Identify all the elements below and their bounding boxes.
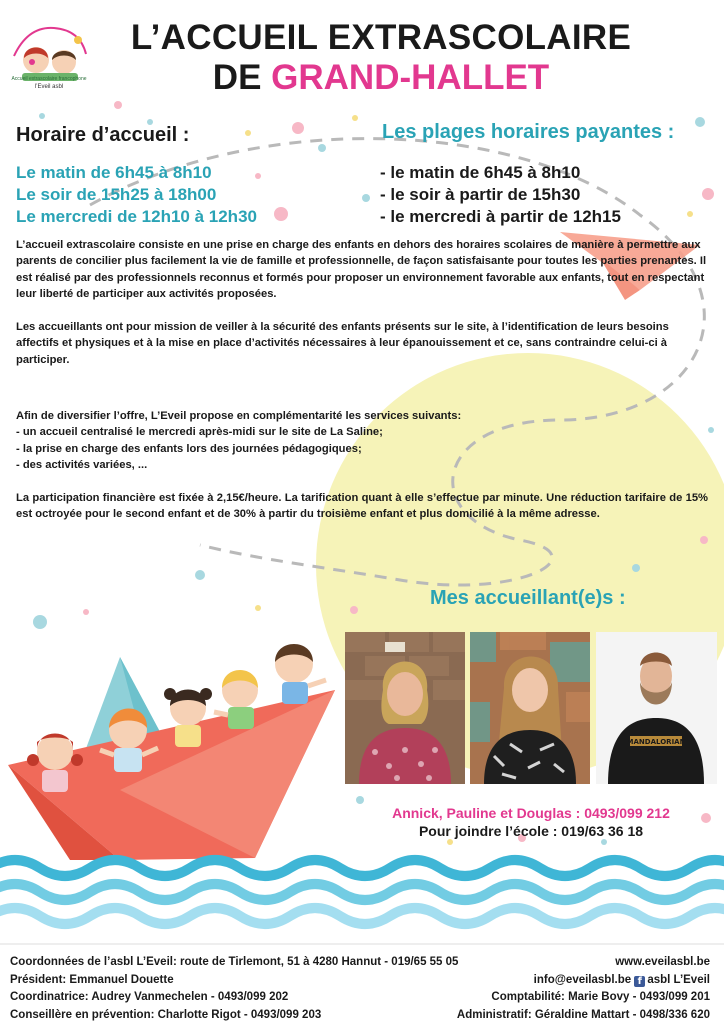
paid-slot-item: - le mercredi à partir de 12h15 bbox=[380, 207, 621, 226]
email-facebook-line bbox=[457, 972, 710, 990]
paid-slot-item: - le soir à partir de 15h30 bbox=[380, 185, 581, 204]
footer-contacts-left bbox=[10, 954, 458, 1024]
paragraph-services bbox=[16, 408, 708, 473]
services-item: - des activités variées, ... bbox=[16, 458, 148, 471]
hours-item: Le soir de 15h25 à 18h00 bbox=[16, 185, 217, 204]
page-title-line2 bbox=[96, 58, 666, 98]
email-link[interactable]: info@eveilasbl.be bbox=[533, 973, 632, 986]
staff-photo-annick bbox=[345, 632, 465, 784]
paid-slot-item: - le matin de 6h45 à 8h10 bbox=[380, 163, 581, 182]
facebook-link[interactable]: asbl L’Eveil bbox=[647, 973, 710, 986]
paragraph-pricing: La participation financière est fixée à 2,15€/heure. La tarification quant à elle s’effectue par minute. Une réduction tarifaire de 15% est octroyée pour le second enfant et de 30% à partir du troisième enfant et plus domicilié à la même adresse. bbox=[16, 492, 708, 521]
school-phone: Pour joindre l’école : 019/63 36 18 bbox=[418, 823, 644, 839]
title-de: DE bbox=[212, 58, 272, 97]
footer-contacts-right bbox=[457, 954, 710, 1024]
page-title-line1: L’ACCUEIL EXTRASCOLAIRE bbox=[130, 18, 632, 57]
paragraph-intro: L’accueil extrascolaire consiste en une prise en charge des enfants en dehors des horaires scolaires de manière à permettre aux parents de concilier plus facilement la vie de famille et professionnelle, de façon satisfaisante pour toutes les parties prenantes. Il est réalisé par des professionnels reconnus et formés pour proposer un environnement favorable aux enfants, tout en respectant leur liberté de participer aux activités proposées. bbox=[16, 239, 707, 300]
footer-coordinator: Coordinatrice: Audrey Vanmechelen - 0493/099 202 bbox=[10, 991, 289, 1003]
logo-tagline: Accueil extrascolaire francophone bbox=[11, 76, 87, 82]
services-intro: Afin de diversifier l’offre, L’Eveil propose en complémentarité les services suivants: bbox=[16, 410, 462, 422]
footer-address: Coordonnées de l’asbl L’Eveil: route de Tirlemont, 51 à 4280 Hannut - 019/65 55 05 bbox=[10, 956, 459, 968]
waves bbox=[0, 860, 724, 924]
paid-slots-list bbox=[380, 162, 621, 228]
hours-heading: Horaire d’accueil : bbox=[16, 124, 190, 146]
staff-names-phone: Annick, Pauline et Douglas : 0493/099 212 bbox=[392, 805, 670, 821]
footer-admin: Administratif: Géraldine Mattart - 0498/336 620 bbox=[456, 1008, 710, 1021]
logo-name: l’Eveil asbl bbox=[34, 84, 64, 90]
paragraph-mission: Les accueillants ont pour mission de veiller à la sécurité des enfants présents sur le site, à l’identification de leurs besoins affectifs et physiques et à la mise en place d’activités nécessaires à leur épanouissement et ce, sans contraindre celui-ci à participer. bbox=[16, 321, 669, 366]
footer-prevention: Conseillère en prévention: Charlotte Rigot - 0493/099 203 bbox=[10, 1008, 322, 1021]
facebook-icon[interactable]: f bbox=[634, 976, 645, 987]
hours-list bbox=[16, 162, 257, 228]
team-heading: Mes accueillant(e)s : bbox=[430, 587, 626, 609]
services-item: - un accueil centralisé le mercredi après-midi sur le site de La Saline; bbox=[16, 426, 383, 439]
staff-photo-douglas bbox=[596, 632, 717, 784]
hours-item: Le matin de 6h45 à 8h10 bbox=[16, 163, 212, 182]
title-place: GRAND-HALLET bbox=[271, 58, 550, 97]
staff-photo-pauline bbox=[470, 632, 590, 784]
website-link[interactable]: www.eveilasbl.be bbox=[615, 956, 710, 968]
paid-slots-heading: Les plages horaires payantes : bbox=[382, 121, 675, 143]
hours-item: Le mercredi de 12h10 à 12h30 bbox=[16, 207, 257, 226]
footer-accounting: Comptabilité: Marie Bovy - 0493/099 201 bbox=[491, 991, 710, 1003]
footer-president: Président: Emmanuel Douette bbox=[10, 973, 174, 986]
services-item: - la prise en charge des enfants lors des journées pédagogiques; bbox=[16, 442, 362, 455]
shirt-text: MANDALORIAN bbox=[626, 738, 686, 746]
